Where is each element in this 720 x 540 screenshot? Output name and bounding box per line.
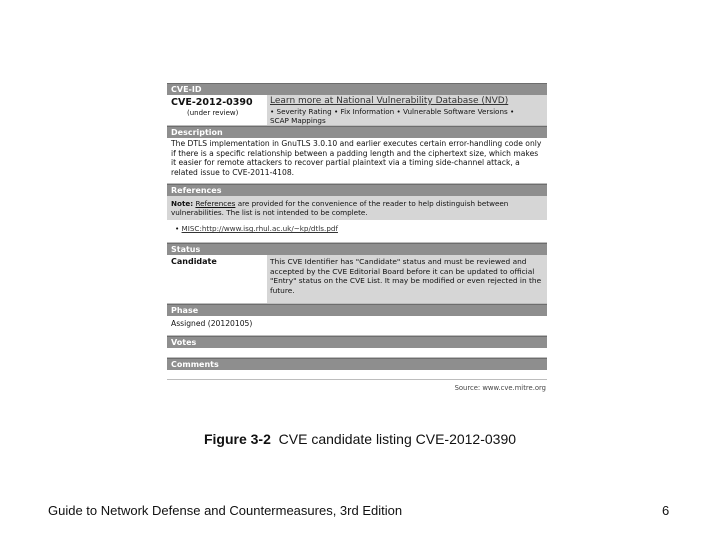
description-text: The DTLS implementation in GnuTLS 3.0.10 and earlier executes certain error-handling code only if there is a specific relationship between a padding length and the ciphertext size, which makes it easier for remote attackers to recover partial plaintext via a timing side-channel attack, a related issue to CVE-2011-4108. xyxy=(167,138,547,184)
references-note xyxy=(167,196,547,220)
cve-id-row xyxy=(167,95,547,126)
votes-content xyxy=(167,348,547,358)
nvd-items-line-1: • Severity Rating • Fix Information • Vulnerable Software Versions • xyxy=(270,107,515,116)
status-row xyxy=(167,255,547,304)
note-label: Note: xyxy=(171,199,194,208)
comments-content xyxy=(167,370,547,380)
phase-value: Assigned (20120105) xyxy=(167,316,547,336)
comments-header: Comments xyxy=(167,358,547,370)
page-number: 6 xyxy=(662,503,670,518)
status-value: Candidate xyxy=(171,257,217,266)
nvd-link[interactable]: Learn more at National Vulnerability Database (NVD) xyxy=(270,96,509,106)
figure-label: Figure 3-2 xyxy=(203,431,271,447)
bullet-icon: • xyxy=(175,224,180,233)
status-header: Status xyxy=(167,243,547,255)
cve-id-cell xyxy=(167,95,267,125)
phase-header: Phase xyxy=(167,304,547,316)
review-status-note: (under review) xyxy=(187,109,239,117)
reference-list xyxy=(167,220,547,243)
source-credit: Source: www.cve.mitre.org xyxy=(454,384,546,392)
references-header: References xyxy=(167,184,547,196)
note-text: are provided for the convenience of the reader to help distinguish between vulnerabilities. The list is not intended to be complete. xyxy=(171,199,509,217)
figure-caption-text: CVE candidate listing CVE-2012-0390 xyxy=(278,431,517,447)
cve-id-header: CVE-ID xyxy=(167,83,547,95)
nvd-cell xyxy=(267,95,547,125)
cve-screenshot xyxy=(167,83,547,394)
votes-header: Votes xyxy=(167,336,547,348)
footer-title: Guide to Network Defense and Countermeasures, 3rd Edition xyxy=(48,503,403,518)
cve-id-value: CVE-2012-0390 xyxy=(171,97,253,108)
nvd-items-line-2: SCAP Mappings xyxy=(270,116,326,125)
reference-link-misc[interactable]: MISC:http://www.isg.rhul.ac.uk/~kp/dtls.pdf xyxy=(181,224,338,233)
figure-caption xyxy=(0,431,720,447)
references-link[interactable]: References xyxy=(195,199,236,208)
status-description: This CVE Identifier has "Candidate" status and must be reviewed and accepted by the CVE Editorial Board before it can be updated to official "Entry" status on the CVE List. It may be modified or even rejected in the future. xyxy=(267,255,547,303)
description-header: Description xyxy=(167,126,547,138)
